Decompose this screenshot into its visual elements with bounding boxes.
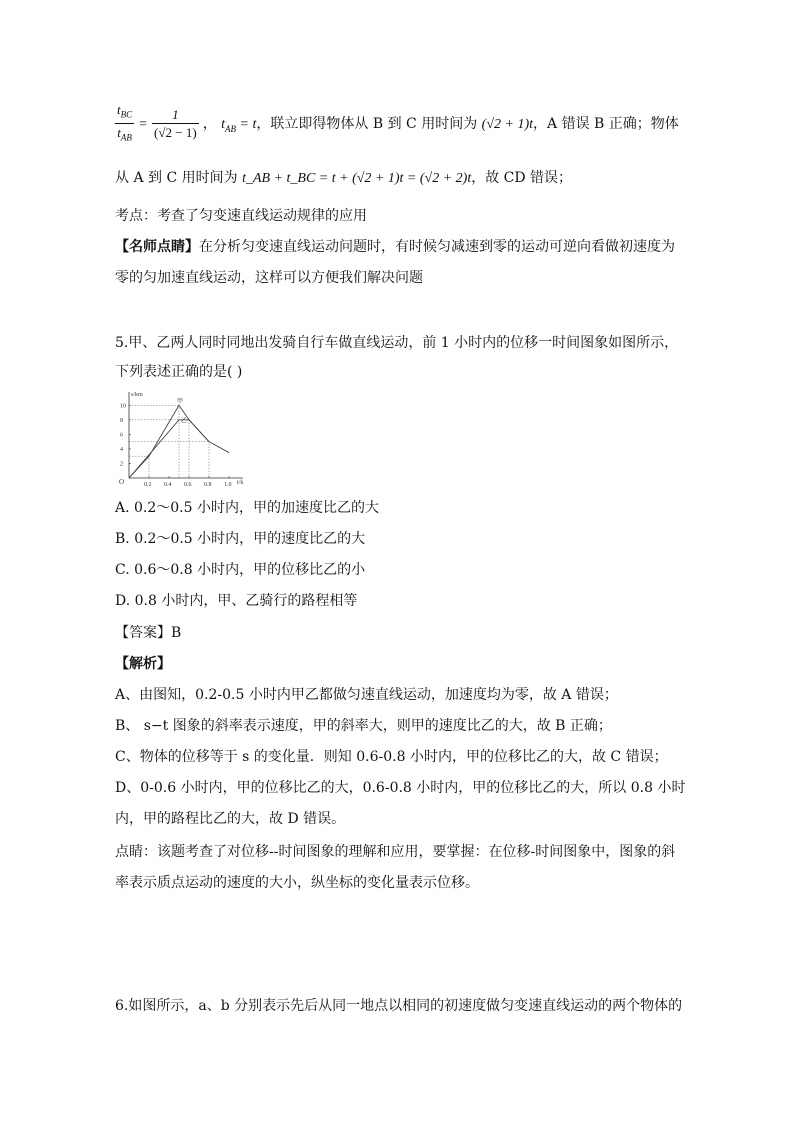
series-line-yi [129, 420, 209, 478]
formula-line-2: 从 A 到 C 用时间为 t_AB + t_BC = t + (√2 + 1)t = (√2 + 2)t，故 CD 错误； [115, 170, 573, 186]
x-tick-label: 1.0 [224, 482, 232, 488]
question-5-line-1: 5.甲、乙两人同时同地出发骑自行车做直线运动，前 1 小时内的位移一时间图象如图所示， [115, 335, 679, 351]
analysis-tag: 【解析】 [115, 656, 171, 672]
y-tick-label: 4 [120, 446, 123, 453]
option-b: B. 0.2～0.5 小时内，甲的速度比乙的大 [115, 531, 366, 547]
question-5-line-2: 下列表述正确的是( ) [115, 364, 243, 380]
mingshi-line-2: 零的匀加速直线运动，这样可以方便我们解决问题 [115, 270, 423, 286]
x-tick-label: 0.6 [184, 482, 192, 488]
option-d: D. 0.8 小时内，甲、乙骑行的路程相等 [115, 593, 358, 609]
position-time-chart [115, 392, 245, 488]
analysis-line-d1: D、0-0.6 小时内，甲的位移比乙的大，0.6-0.8 小时内，甲的位移比乙的大，所以 0.8 小时 [115, 780, 686, 796]
analysis-line-c: C、物体的位移等于 s 的变化量．则知 0.6-0.8 小时内，甲的位移比乙的大，故 C 错误； [115, 749, 668, 765]
x-tick-label: 0.2 [144, 482, 152, 488]
origin-label: O [119, 478, 125, 486]
dianjing-line-2: 率表示质点运动的速度的大小，纵坐标的变化量表示位移。 [115, 875, 479, 891]
formula-line-1: $\frac{t_{BC}}{t_{AB}}$ = $\frac{1}{(√2 - 1)}$ ， $t_{AB} = t$，联立即得物体从 B 到 C 用时间为 (√2 + 1)t，A 错误 B 正确；物体 [115, 102, 679, 146]
analysis-line-d2: 内，甲的路程比乙的大，故 D 错误。 [115, 811, 346, 827]
x-axis-label: t/h [237, 480, 244, 486]
series-label-yi: 乙 [181, 418, 188, 425]
y-axis-label: s/km [131, 392, 143, 398]
answer-line: 【答案】B [115, 625, 182, 641]
y-tick-label: 10 [120, 403, 126, 410]
mingshi-tag: 【名师点睛】 [115, 239, 199, 255]
y-tick-label: 2 [120, 461, 123, 468]
x-tick-label: 0.8 [204, 482, 212, 488]
mingshi-line-1: 【名师点睛】在分析匀变速直线运动问题时，有时候匀减速到零的运动可逆向看做初速度为 [115, 239, 675, 255]
option-a: A. 0.2～0.5 小时内，甲的加速度比乙的大 [115, 500, 379, 516]
x-tick-label: 0.4 [164, 482, 172, 488]
analysis-line-a: A、由图知，0.2-0.5 小时内甲乙都做匀速直线运动，加速度均为零，故 A 错误； [115, 687, 618, 703]
option-c: C. 0.6～0.8 小时内，甲的位移比乙的小 [115, 562, 366, 578]
y-tick-label: 6 [120, 432, 123, 439]
ratio-fraction: $\frac{t_{BC}}{t_{AB}}$ [117, 102, 133, 143]
series-label-jia: 甲 [177, 399, 184, 406]
value-fraction: $\frac{1}{(√2 - 1)}$ [154, 106, 197, 140]
dianjing-line-1: 点睛：该题考查了对位移--时间图象的理解和应用，要掌握：在位移-时间图象中，图象的斜 [115, 844, 676, 860]
question-6-line-1: 6.如图所示，a、b 分别表示先后从同一地点以相同的初速度做匀变速直线运动的两个物体的 [115, 998, 683, 1014]
kaodian-text: 考点：考查了匀变速直线运动规律的应用 [115, 208, 367, 224]
analysis-line-b: B、 s−t 图象的斜率表示速度，甲的斜率大，则甲的速度比乙的大，故 B 正确； [115, 718, 612, 734]
y-tick-label: 8 [120, 417, 123, 424]
